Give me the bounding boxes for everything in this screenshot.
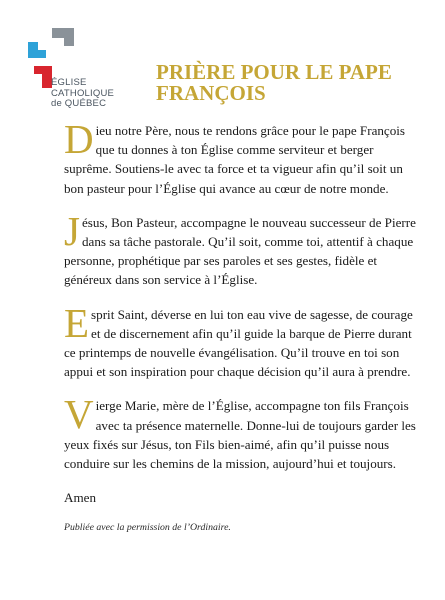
title-line-1: PRIÈRE POUR LE PAPE [156, 60, 392, 84]
logo-blue-mark [28, 42, 46, 58]
page-title [156, 62, 426, 104]
logo-red-mark [34, 66, 52, 88]
prayer-paragraph-spirit [64, 299, 424, 382]
logo-wordmark [51, 78, 114, 110]
permission-note: Publiée avec la permission de l’Ordinaire. [64, 522, 231, 534]
prayer-paragraph-father [64, 116, 424, 198]
paragraph-text: sprit Saint, déverse en lui ton eau vive de sagesse, de courage et de discernement afin qu’il guide la barque de Pierre durant ce printemps de nouvelle évangélisation. Qu’il trouve en toi son appui et son inspiration pour chaque décision qu’il aura à prendre. [64, 306, 413, 380]
logo-line-3: de QUÉBEC [51, 98, 107, 109]
logo-line-1: ÉGLISE [51, 77, 87, 88]
logo-gray-mark [52, 28, 74, 46]
prayer-paragraph-mary [64, 391, 424, 473]
drop-cap: D [64, 116, 94, 162]
paragraph-text: ierge Marie, mère de l’Église, accompagne ton fils François avec ta présence maternelle. Donne-lui de toujours garder les yeux fixés sur Jésus, ton Fils bien-aimé, afin qu’il puisse nous conduire sur les chemins de la mission, aujourd’hui et toujours. [64, 398, 416, 472]
paragraph-text: ésus, Bon Pasteur, accompagne le nouveau successeur de Pierre dans sa tâche pastorale. Qu’il soit, comme toi, attentif à chaque personne, prophétique par ses paroles et ses gestes, fidèle et généreux dans son service à l’Église. [64, 214, 416, 288]
paragraph-text: ieu notre Père, nous te rendons grâce pour le pape François que tu donnes à ton Église comme serviteur et berger suprême. Soutiens-le avec ta force et ta vigueur afin qu’il soit un bon pasteur pour l’Église qui avance au cœur de notre monde. [64, 123, 406, 196]
title-line-2: FRANÇOIS [156, 81, 266, 105]
drop-cap: J [64, 207, 80, 254]
prayer-body [64, 116, 424, 534]
drop-cap: V [64, 391, 94, 438]
amen: Amen [64, 490, 96, 506]
drop-cap: E [64, 299, 90, 346]
prayer-paragraph-jesus [64, 207, 424, 290]
logo-line-2: CATHOLIQUE [51, 87, 115, 99]
